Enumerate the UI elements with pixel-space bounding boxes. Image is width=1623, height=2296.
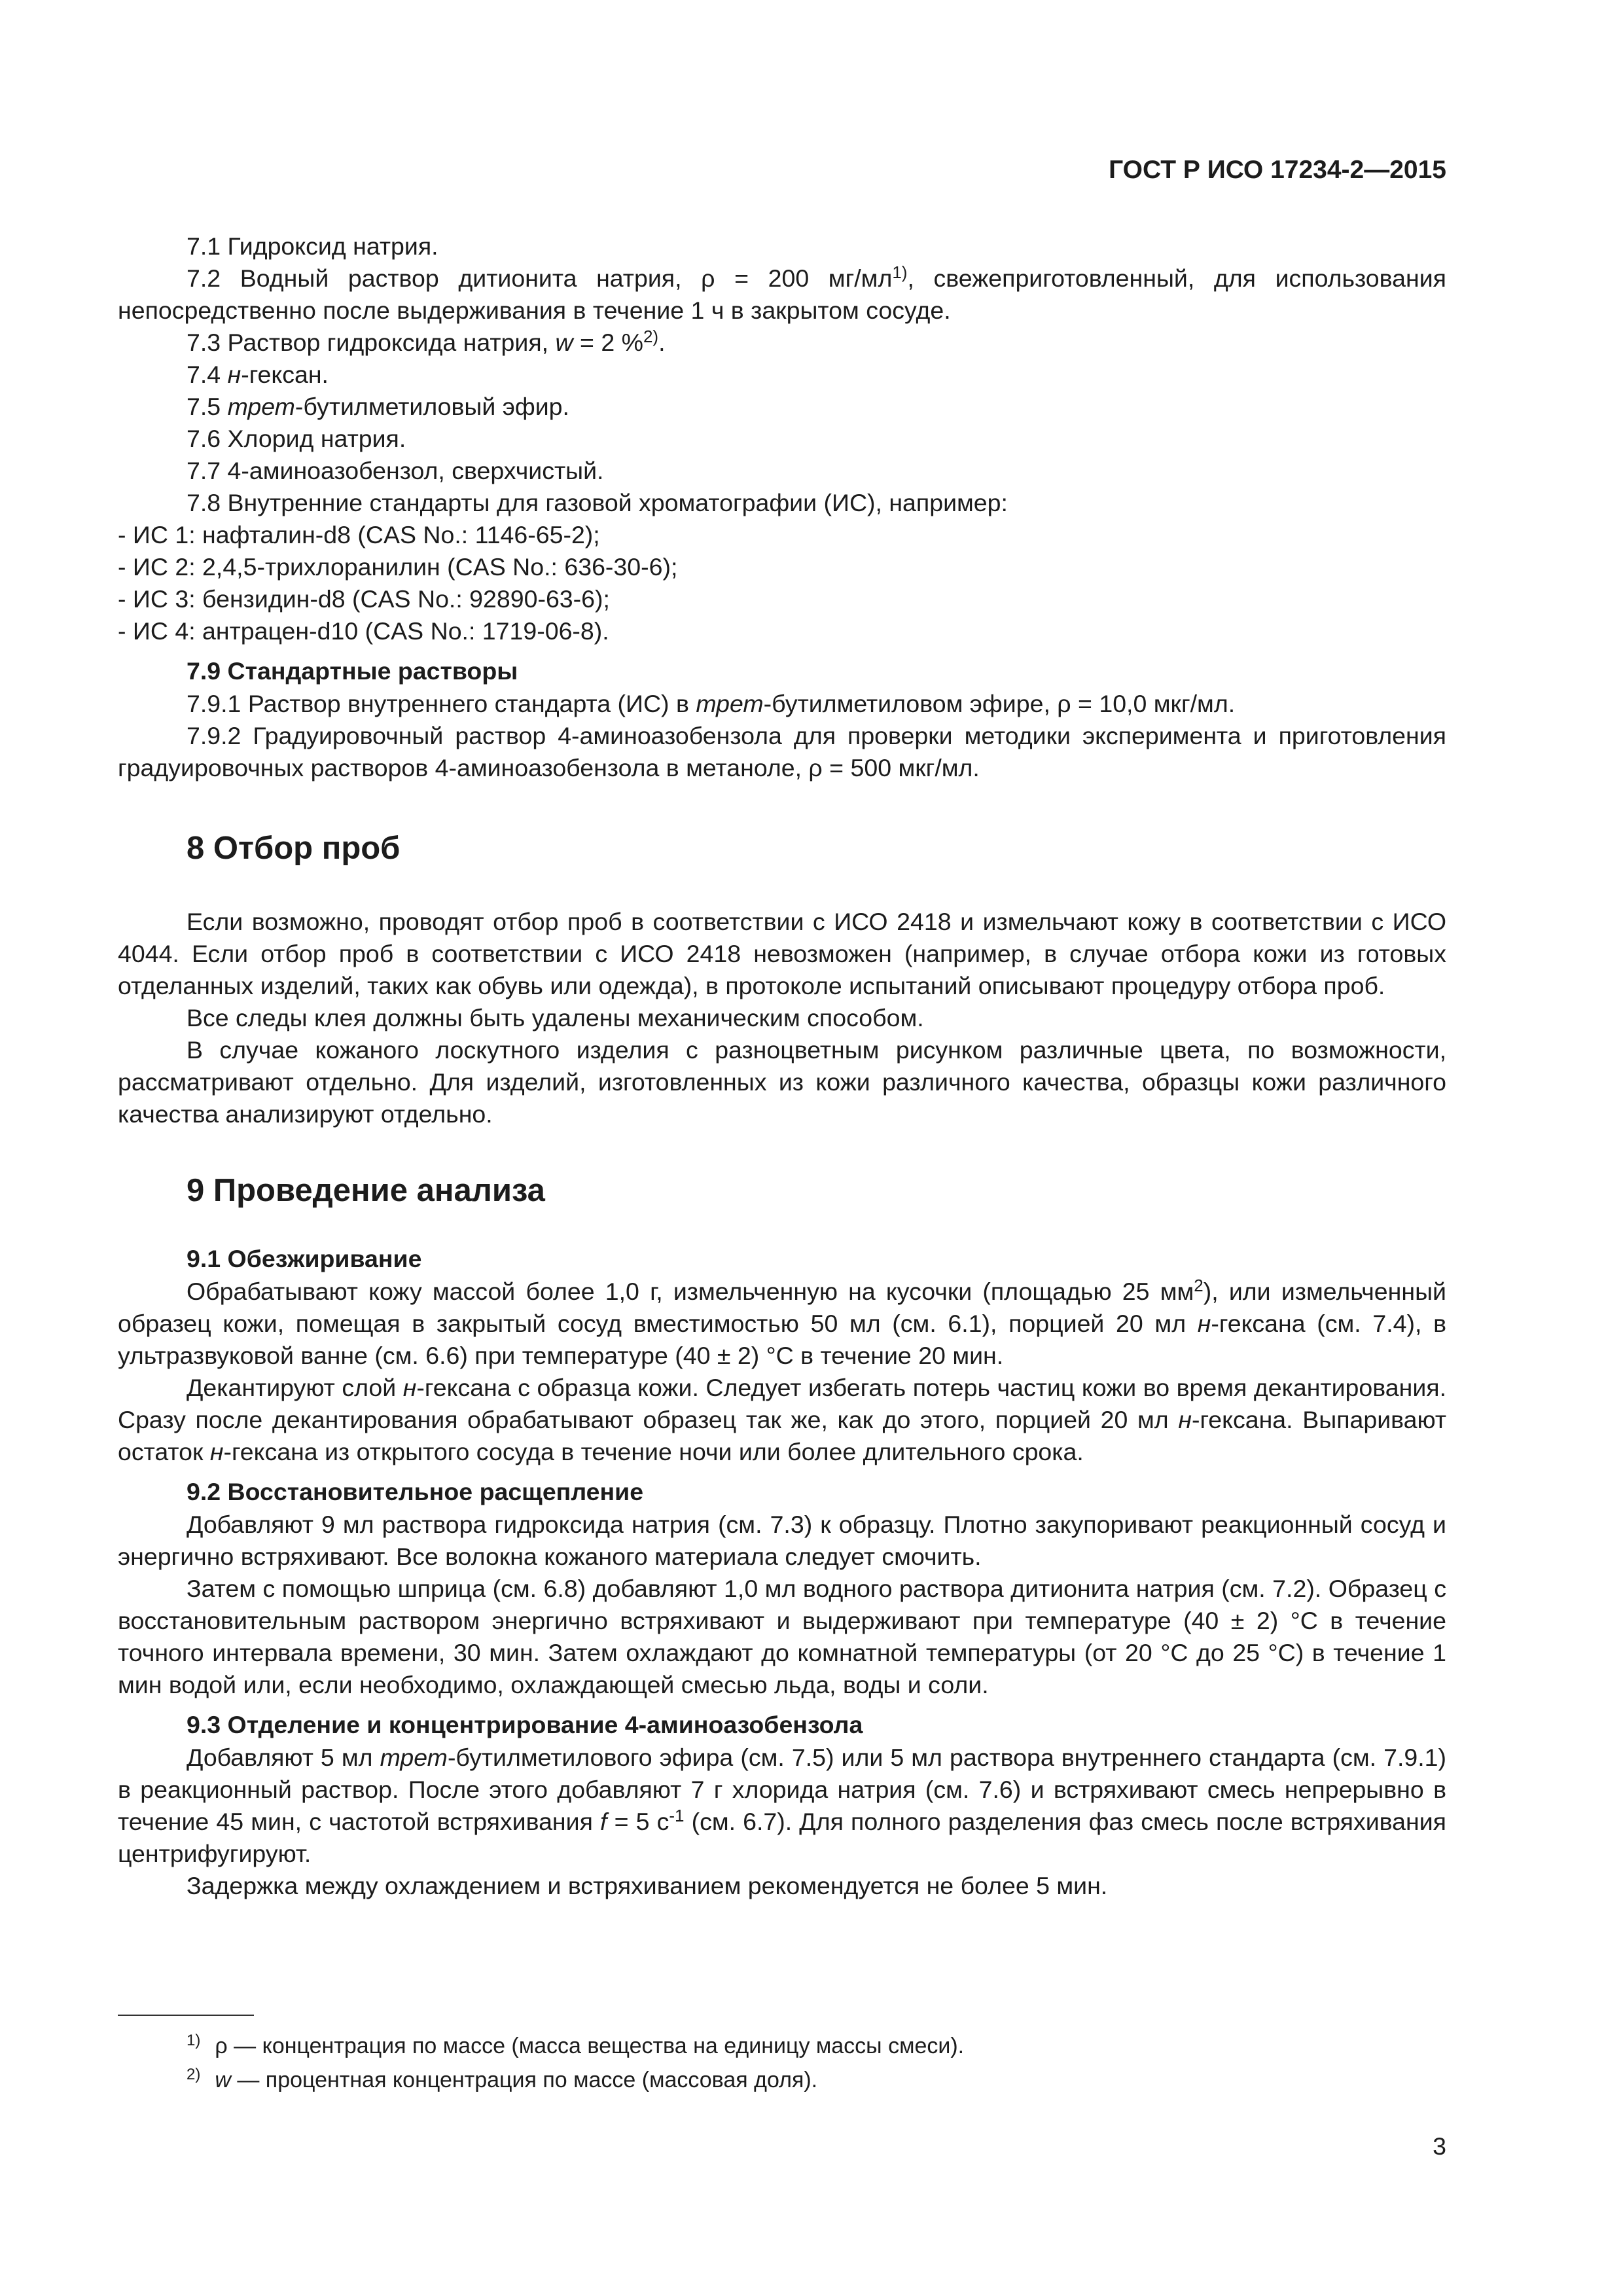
- subsection-heading-7-9: 7.9 Стандартные растворы: [187, 657, 518, 685]
- item-7-6: 7.6 Хлорид натрия.: [187, 425, 406, 452]
- item-7-7: 7.7 4-аминоазобензол, сверхчистый.: [187, 457, 604, 484]
- subsection-heading-9-1: 9.1 Обезжиривание: [187, 1245, 422, 1272]
- footnote-1: $^{1)}$ ρ — концентрация по массе (масса вещества на единицу массы смеси).: [187, 2032, 965, 2058]
- page-number: 3: [1433, 2132, 1446, 2160]
- document-header: ГОСТ Р ИСО 17234-2—2015: [1109, 156, 1446, 184]
- subsection-heading-9-3: 9.3 Отделение и концентрирование 4-аминоазобензола: [187, 1711, 863, 1738]
- section-heading-8: 8 Отбор проб: [187, 831, 401, 866]
- item-7-3: 7.3 Раствор гидроксида натрия, w = 2 %$^{2)}$.: [187, 327, 666, 356]
- paragraph-9-2-1: Добавляют 9 мл раствора гидроксида натрия (см. 7.3) к образцу. Плотно закупоривают реакционный сосуд и энергично встряхивают. Все волокна кожаного материала следует смочить.: [118, 1511, 1446, 1570]
- footnotes: [118, 2015, 1446, 2097]
- item-7-4: 7.4 н-гексан.: [187, 361, 329, 388]
- list-item-is3: - ИС 3: бензидин-d8 (CAS No.: 92890-63-6);: [118, 585, 610, 613]
- document-page: [118, 154, 1446, 1902]
- paragraph-8-3: В случае кожаного лоскутного изделия с разноцветным рисунком различные цвета, по возможности, рассматривают отдельно. Для изделий, изготовленных из кожи различного качества, образцы кожи различного качества анализируют отдельно.: [118, 1036, 1446, 1128]
- item-7-5: 7.5 трет-бутилметиловый эфир.: [187, 393, 569, 420]
- item-7-1: 7.1 Гидроксид натрия.: [187, 232, 438, 260]
- section-heading-9: 9 Проведение анализа: [187, 1173, 545, 1208]
- paragraph-9-1-2: Декантируют слой н-гексана с образца кожи. Следует избегать потерь частиц кожи во время декантирования. Сразу после декантирования обрабатывают образец так же, как до этого, порцией 20 мл н-гексана. Выпаривают остаток н-гексана из открытого сосуда в течение ночи или более длительного срока.: [118, 1374, 1446, 1465]
- footnote-divider: [118, 2015, 254, 2016]
- list-item-is2: - ИС 2: 2,4,5-трихлоранилин (CAS No.: 636-30-6);: [118, 553, 678, 581]
- list-item-is4: - ИС 4: антрацен-d10 (CAS No.: 1719-06-8).: [118, 617, 609, 645]
- item-7-9-1: 7.9.1 Раствор внутреннего стандарта (ИС) в трет-бутилметиловом эфире, ρ = 10,0 мкг/мл.: [187, 690, 1236, 717]
- item-7-9-2: 7.9.2 Градуировочный раствор 4-аминоазобензола для проверки методики эксперимента и приготовления градуировочных растворов 4-аминоазобензола в метаноле, ρ = 500 мкг/мл.: [118, 722, 1446, 781]
- footnote-2: $^{2)}$ w — процентная концентрация по массе (массовая доля).: [187, 2066, 818, 2092]
- subsection-heading-9-2: 9.2 Восстановительное расщепление: [187, 1478, 644, 1505]
- paragraph-9-1-1: Обрабатывают кожу массой более 1,0 г, измельченную на кусочки (площадью 25 $мм^2$), или измельченный образец кожи, помещая в закрытый сосуд вместимостью 50 мл (см. 6.1), порцией 20 мл н-гексана (см. 7.4), в ультразвуковой ванне (см. 6.6) при температуре (40 ± 2) °С в течение 20 мин.: [118, 1276, 1446, 1369]
- paragraph-8-1: Если возможно, проводят отбор проб в соответствии с ИСО 2418 и измельчают кожу в соответствии с ИСО 4044. Если отбор проб в соответствии с ИСО 2418 невозможен (например, в случае отбора кожи из готовых отделанных изделий, таких как обувь или одежда), в протоколе испытаний описывают процедуру отбора проб.: [118, 908, 1446, 999]
- item-7-2: 7.2 Водный раствор дитионита натрия, ρ = 200 $мг/мл^{1)}$, свежеприготовленный, для использования непосредственно после выдерживания в течение 1 ч в закрытом сосуде.: [118, 262, 1446, 324]
- paragraph-9-3-1: Добавляют 5 мл трет-бутилметилового эфира (см. 7.5) или 5 мл раствора внутреннего стандарта (см. 7.9.1) в реакционный раствор. После этого добавляют 7 г хлорида натрия (см. 7.6) и встряхивают смесь непрерывно в течение 45 мин, с частотой встряхивания f = 5 $с^{-1}$ (см. 6.7). Для полного разделения фаз смесь после встряхивания центрифугируют.: [118, 1744, 1446, 1867]
- paragraph-8-2: Все следы клея должны быть удалены механическим способом.: [187, 1004, 924, 1031]
- paragraph-9-3-2: Задержка между охлаждением и встряхиванием рекомендуется не более 5 мин.: [187, 1872, 1108, 1899]
- list-item-is1: - ИС 1: нафталин-d8 (CAS No.: 1146-65-2);: [118, 521, 600, 548]
- item-7-8: 7.8 Внутренние стандарты для газовой хроматографии (ИС), например:: [187, 489, 1008, 516]
- paragraph-9-2-2: Затем с помощью шприца (см. 6.8) добавляют 1,0 мл водного раствора дитионита натрия (см. 7.2). Образец с восстановительным раствором энергично встряхивают и выдерживают при температуре (40 ± 2) °С в течение точного интервала времени, 30 мин. Затем охлаждают до комнатной температуры (от 20 °С до 25 °С) в течение 1 мин водой или, если необходимо, охлаждающей смесью льда, воды и соли.: [118, 1575, 1446, 1698]
